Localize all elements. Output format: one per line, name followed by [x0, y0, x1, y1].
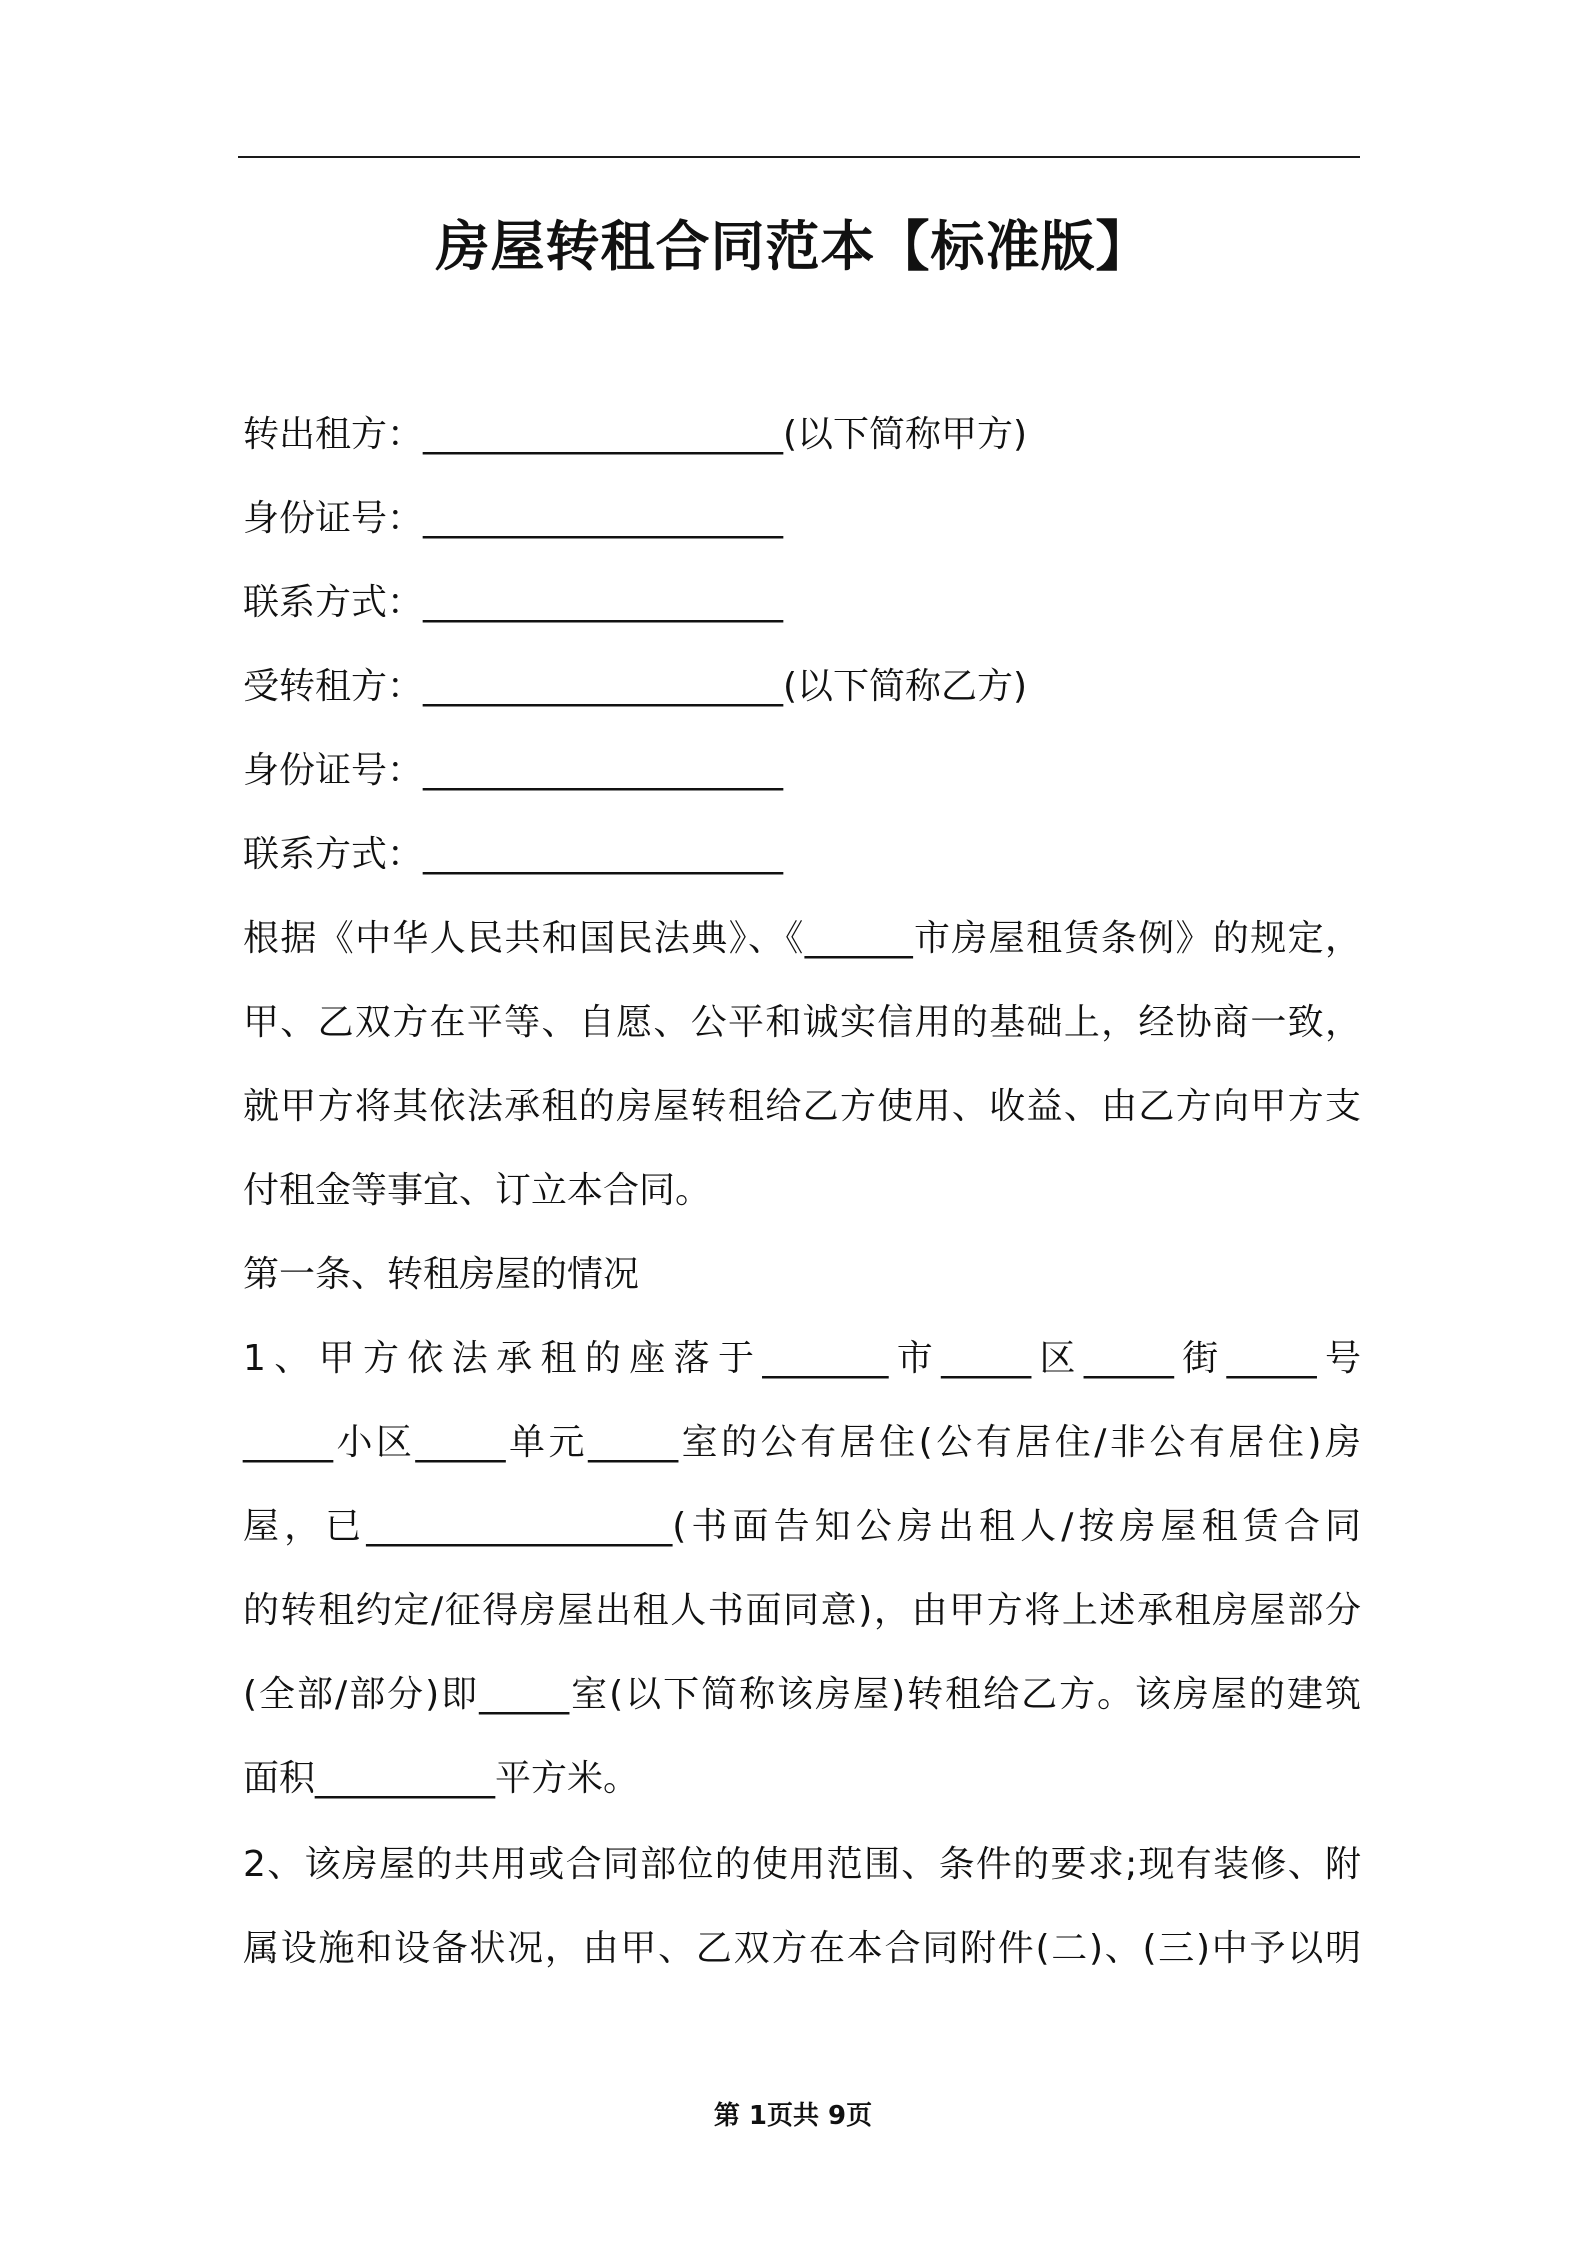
party-a-id-line: 身份证号：____________________	[243, 498, 784, 539]
party-a-contact-line: 联系方式：____________________	[243, 582, 784, 623]
clause-1-line-1: 1、甲方依法承租的座落于_______市_____区_____街_____号	[243, 1338, 1361, 1379]
preamble-line-4: 付租金等事宜、订立本合同。	[243, 1170, 712, 1211]
article-1-heading: 第一条、转租房屋的情况	[243, 1254, 640, 1295]
clause-2-line-2: 属设施和设备状况，由甲、乙双方在本合同附件(二)、(三)中予以明	[243, 1928, 1361, 1969]
party-b-contact-line: 联系方式：____________________	[243, 834, 784, 875]
clause-1-line-5: (全部/部分)即_____室(以下简称该房屋)转租给乙方。该房屋的建筑	[243, 1674, 1361, 1715]
clause-1-line-2: _____小区_____单元_____室的公有居住(公有居住/非公有居住)房	[243, 1422, 1361, 1463]
clause-1-line-6: 面积__________平方米。	[243, 1758, 640, 1799]
party-b-id-line: 身份证号：____________________	[243, 750, 784, 791]
clause-2-line-1: 2、该房屋的共用或合同部位的使用范围、条件的要求;现有装修、附	[243, 1844, 1361, 1885]
clause-1-line-4: 的转租约定/征得房屋出租人书面同意)，由甲方将上述承租房屋部分	[243, 1590, 1361, 1631]
preamble-line-2: 甲、乙双方在平等、自愿、公平和诚实信用的基础上，经协商一致，	[243, 1002, 1361, 1043]
document-title: 房屋转租合同范本【标准版】	[435, 215, 1151, 278]
page-number: 第 1页共 9页	[713, 2101, 873, 2131]
party-a-name-line: 转出租方：____________________(以下简称甲方)	[243, 414, 1028, 455]
clause-1-line-3: 屋，已_________________(书面告知公房出租人/按房屋租赁合同	[243, 1506, 1361, 1547]
preamble-line-1: 根据《中华人民共和国民法典》、《______市房屋租赁条例》的规定，	[243, 918, 1361, 959]
header-rule	[238, 156, 1360, 158]
party-b-name-line: 受转租方：____________________(以下简称乙方)	[243, 666, 1028, 707]
preamble-line-3: 就甲方将其依法承租的房屋转租给乙方使用、收益、由乙方向甲方支	[243, 1086, 1361, 1127]
